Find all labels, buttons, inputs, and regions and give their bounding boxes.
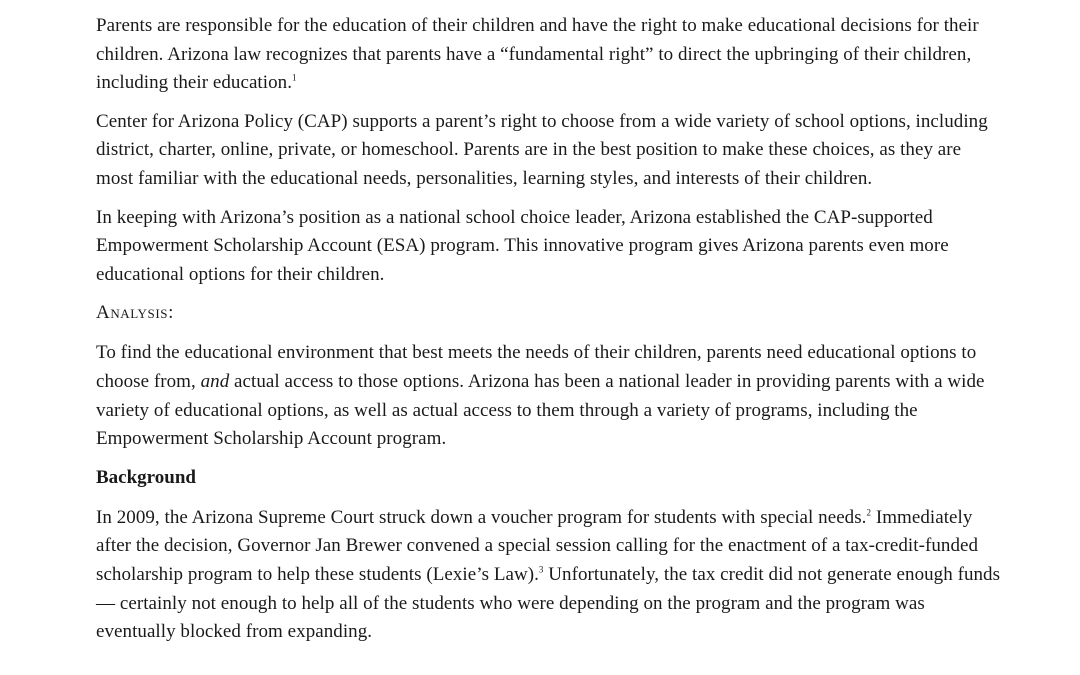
paragraph-text: In 2009, the Arizona Supreme Court struck down a voucher program for students with special needs. bbox=[96, 506, 867, 528]
paragraph-text: In keeping with Arizona’s position as a national school choice leader, Arizona established the CAP-supported Empowerment Scholarship Account (ESA) program. This innovative program gives Arizona parents even more educational options for their children. bbox=[96, 206, 949, 285]
paragraph-background bbox=[96, 504, 1001, 647]
paragraph-analysis bbox=[96, 339, 1001, 453]
paragraph-text: Center for Arizona Policy (CAP) supports a parent’s right to choose from a wide variety of school options, including district, charter, online, private, or homeschool. Parents are in the best position to make these choices, as they are most familiar with the educational needs, personalities, learning styles, and interests of their children. bbox=[96, 110, 988, 189]
footnote-marker: 2 bbox=[866, 507, 872, 518]
paragraph-esa-program bbox=[96, 204, 1001, 290]
section-heading-background: Background bbox=[96, 466, 196, 488]
emphasized-word: and bbox=[200, 370, 230, 392]
paragraph-parents-rights bbox=[96, 12, 1001, 98]
paragraph-text: Unfortunately, the tax credit did not generate enough funds— certainly not enough to help all of the students who were depending on the program and the program was eventually blocked from expanding. bbox=[96, 563, 1001, 643]
paragraph-text: Parents are responsible for the education of their children and have the right to make educational decisions for their children. Arizona law recognizes that parents have a “fundamental right” to direct the upbringing of their children, including their education. bbox=[96, 15, 979, 94]
section-heading-analysis: Analysis: bbox=[96, 302, 174, 324]
paragraph-text: Immediately after the decision, Governor Jan Brewer convened a special session calling for the enactment of a tax-credit-funded scholarship program to help these students (Lexie’s Law). bbox=[96, 506, 979, 585]
paragraph-text: actual access to those options. Arizona has been a national leader in providing parents with a wide variety of educational options, as well as actual access to them through a variety of programs, including the Empowerment Scholarship Account program. bbox=[96, 370, 985, 450]
footnote-marker: 1 bbox=[292, 72, 297, 83]
footnote-marker: 3 bbox=[538, 564, 544, 575]
paragraph-cap-support bbox=[96, 108, 1001, 194]
document-body bbox=[96, 12, 1001, 657]
paragraph-text: To find the educational environment that best meets the needs of their children, parents need educational options to choose from, bbox=[96, 342, 977, 392]
